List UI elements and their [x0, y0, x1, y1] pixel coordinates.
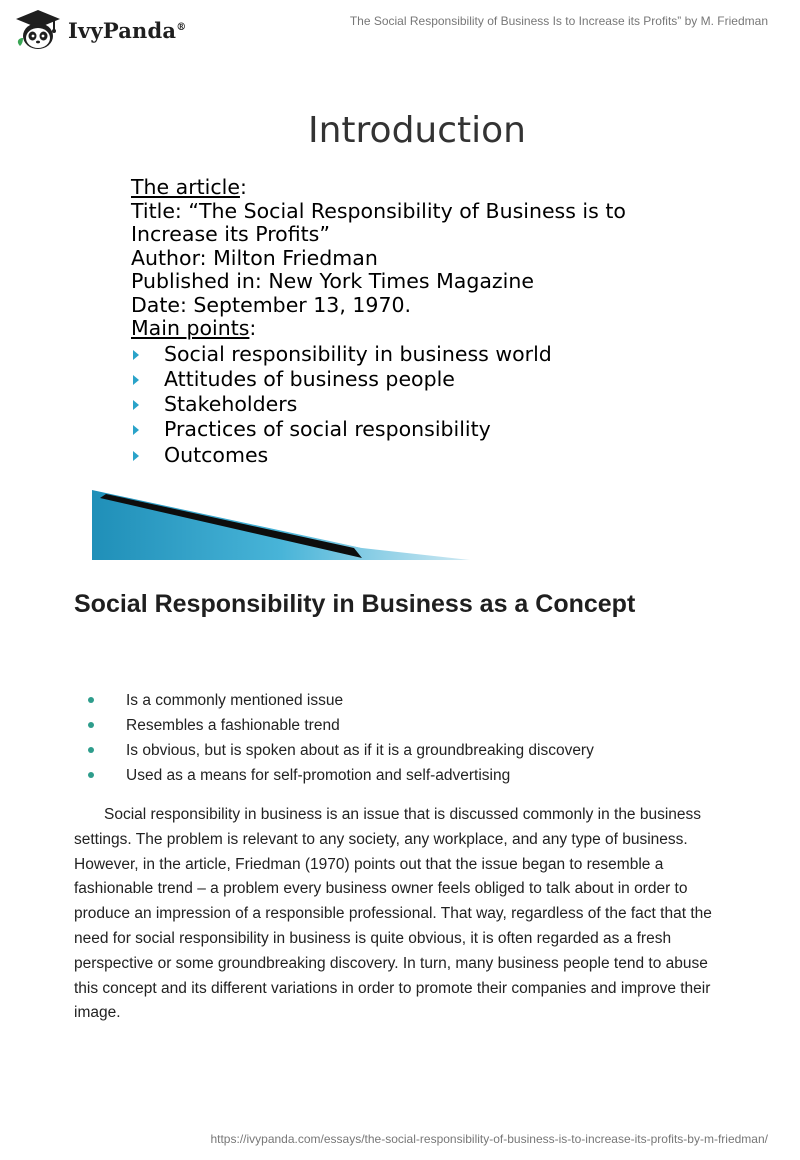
article-date: Date: September 13, 1970. [131, 292, 412, 317]
arrow-bullet-icon [133, 451, 139, 461]
page-header [0, 0, 800, 60]
slide-decoration [92, 484, 472, 562]
slide-bullet: Practices of social responsibility [131, 418, 626, 443]
article-published: Published in: New York Times Magazine [131, 269, 534, 293]
arrow-bullet-icon [133, 400, 139, 410]
bullet-dot-icon [88, 722, 94, 728]
list-item: Used as a means for self-promotion and self-advertising [74, 763, 594, 788]
bullet-dot-icon [88, 697, 94, 703]
slide-heading: Introduction [307, 110, 526, 151]
slide-body [131, 176, 626, 469]
body-paragraph: Social responsibility in business is an issue that is discussed commonly in the business settings. The problem is relevant to any society, any workplace, and any type of business. However, in the article, Friedman (1970) points out that the issue began to resemble a fashionable trend – a problem every business owner feels obliged to talk about in order to produce an impression of a responsible professional. That way, regardless of the fact that the need for social responsibility in business is quite obvious, it is often regarded as a fresh perspective or some groundbreaking discovery. In turn, many business people tend to abuse this concept and its different variations in order to promote their companies and improve their image. [74, 806, 712, 1022]
slide-bullet-list [131, 343, 626, 469]
panda-graduate-icon [14, 8, 62, 52]
brand-name: IvyPanda® [68, 17, 187, 43]
main-points-label-line: Main points: [131, 316, 257, 340]
article-author: Author: Milton Friedman [131, 245, 378, 270]
brand-logo[interactable] [14, 8, 186, 52]
summary-bullet-list [74, 688, 594, 788]
section-heading: Social Responsibility in Business as a Concept [74, 590, 636, 618]
source-url-link[interactable]: https://ivypanda.com/essays/the-social-responsibility-of-business-is-to-increase-its-profits-by-m-friedman/ [210, 1132, 768, 1146]
slide-bullet: Stakeholders [131, 393, 626, 418]
article-title-line-2: Increase its Profits” [131, 222, 330, 246]
slide-bullet: Attitudes of business people [131, 368, 626, 393]
list-item: Is a commonly mentioned issue [74, 688, 594, 713]
article-title-line-1: Title: “The Social Responsibility of Business is to [131, 198, 626, 223]
article-label: The article [131, 175, 240, 199]
list-item: Is obvious, but is spoken about as if it is a groundbreaking discovery [74, 738, 594, 763]
document-title: The Social Responsibility of Business Is to Increase its Profits” by M. Friedman [349, 14, 768, 28]
bullet-dot-icon [88, 772, 94, 778]
slide-image [92, 100, 626, 562]
arrow-bullet-icon [133, 350, 139, 360]
main-points-label: Main points [131, 316, 250, 340]
bullet-dot-icon [88, 747, 94, 753]
slide-bullet: Outcomes [131, 444, 626, 469]
list-item: Resembles a fashionable trend [74, 713, 594, 738]
article-label-line: The article: [131, 175, 247, 199]
arrow-bullet-icon [133, 375, 139, 385]
slide-bullet: Social responsibility in business world [131, 343, 626, 368]
arrow-bullet-icon [133, 425, 139, 435]
